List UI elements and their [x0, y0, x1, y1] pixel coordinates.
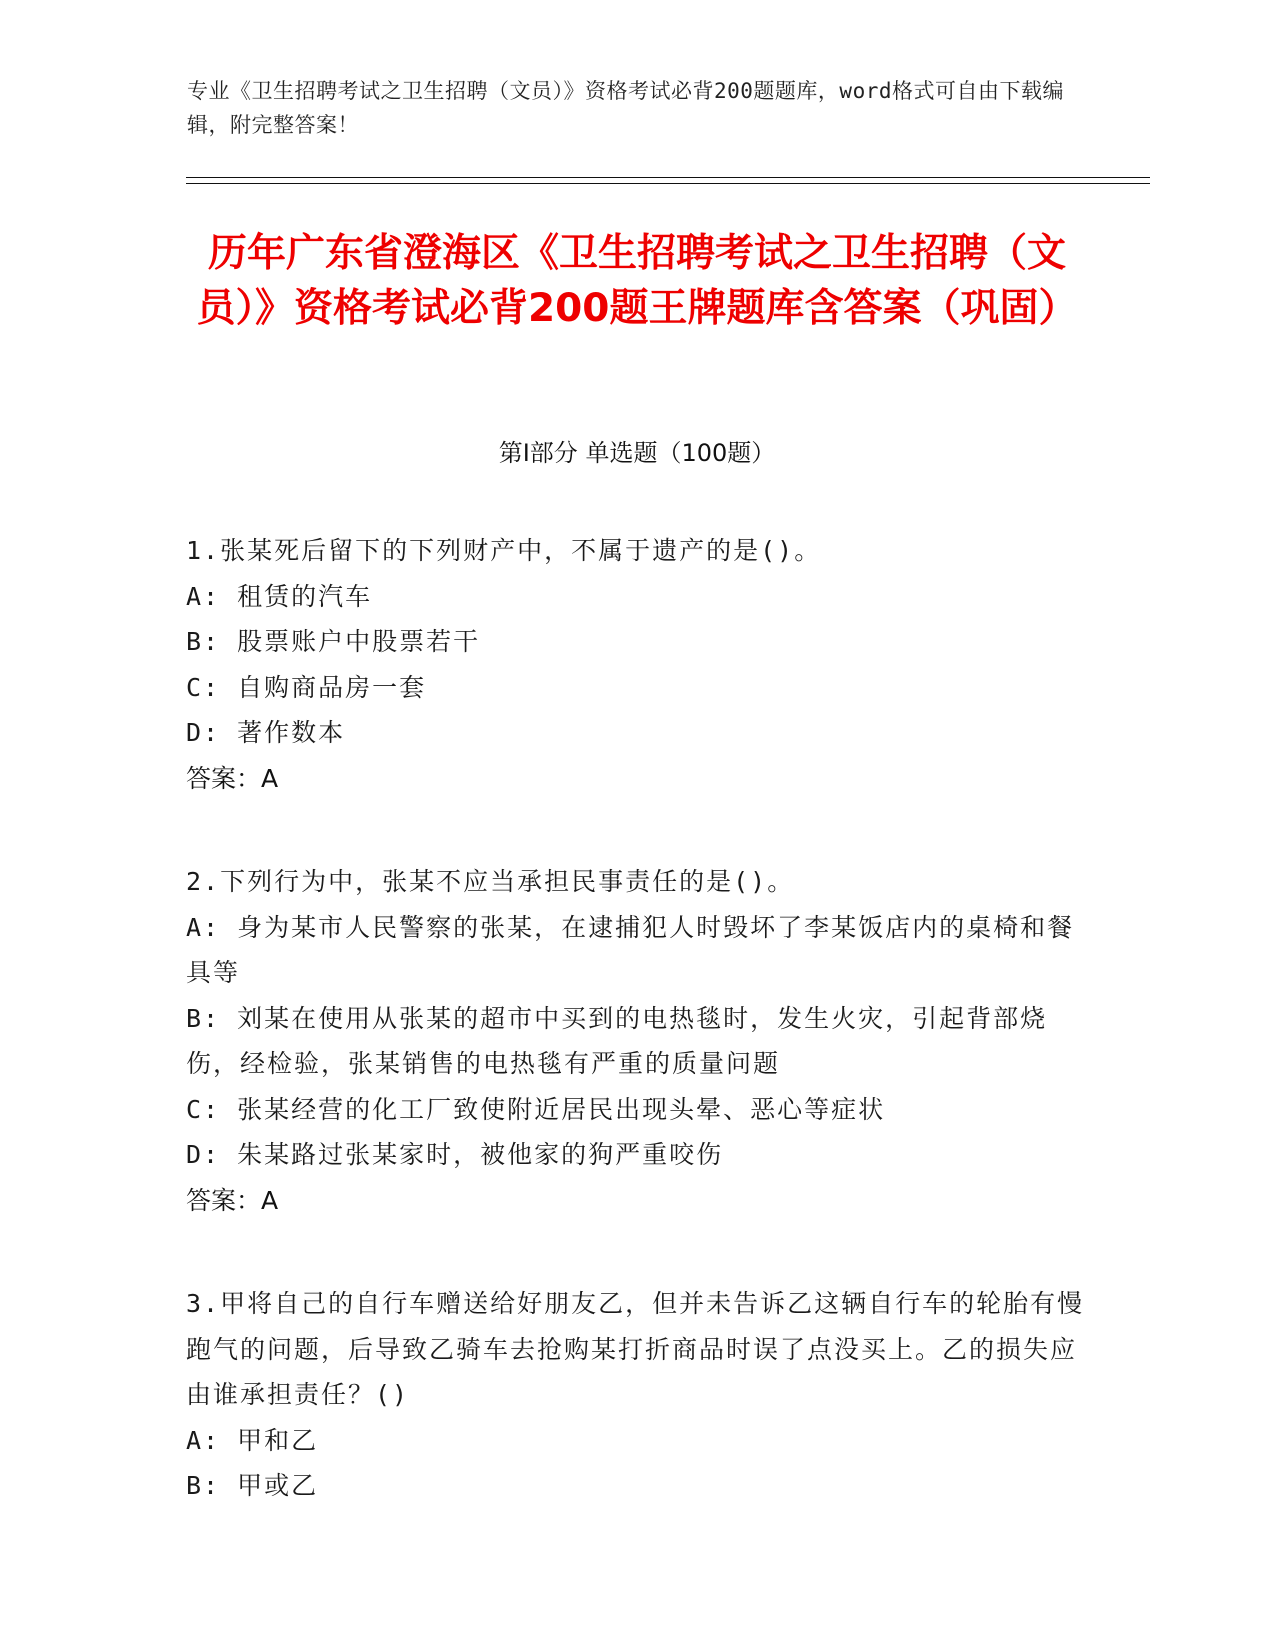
question-2	[186, 859, 1086, 1223]
question-list	[186, 528, 1086, 1567]
answer: 答案：A	[186, 1185, 279, 1215]
option-a: A: 甲和乙	[186, 1425, 319, 1455]
header-divider-top	[186, 177, 1150, 178]
question-1	[186, 528, 1086, 801]
option-b: B: 甲或乙	[186, 1471, 319, 1500]
option-c: C: 张某经营的化工厂致使附近居民出现头晕、恶心等症状	[186, 1094, 886, 1124]
option-a: A: 身为某市人民警察的张某，在逮捕犯人时毁坏了李某饭店内的桌椅和餐具等	[186, 912, 1075, 987]
question-stem: 2.下列行为中，张某不应当承担民事责任的是()。	[186, 867, 795, 896]
answer: 答案：A	[186, 763, 279, 793]
document-title: 历年广东省澄海区《卫生招聘考试之卫生招聘（文员）》资格考试必背200题王牌题库含答案（巩固）	[196, 231, 1078, 331]
option-a: A: 租赁的汽车	[186, 581, 373, 611]
option-d: D: 著作数本	[186, 718, 346, 747]
section-heading: 第Ⅰ部分 单选题（100题）	[498, 439, 776, 467]
option-b: B: 股票账户中股票若干	[186, 627, 481, 656]
option-b: B: 刘某在使用从张某的超市中买到的电热毯时，发生火灾，引起背部烧伤，经检验，张某销售的电热毯有严重的质量问题	[186, 1003, 1048, 1078]
header-divider-bottom	[186, 183, 1150, 184]
option-d: D: 朱某路过张某家时，被他家的狗严重咬伤	[186, 1140, 724, 1169]
option-c: C: 自购商品房一套	[186, 672, 427, 702]
header-note: 专业《卫生招聘考试之卫生招聘（文员）》资格考试必背200题题库，word格式可自由下载编辑，附完整答案！	[187, 79, 1064, 137]
question-3	[186, 1281, 1086, 1509]
question-stem: 3.甲将自己的自行车赠送给好朋友乙，但并未告诉乙这辆自行车的轮胎有慢跑气的问题，后导致乙骑车去抢购某打折商品时误了点没买上。乙的损失应由谁承担责任？()	[186, 1289, 1085, 1409]
question-stem: 1.张某死后留下的下列财产中，不属于遗产的是()。	[186, 536, 822, 565]
